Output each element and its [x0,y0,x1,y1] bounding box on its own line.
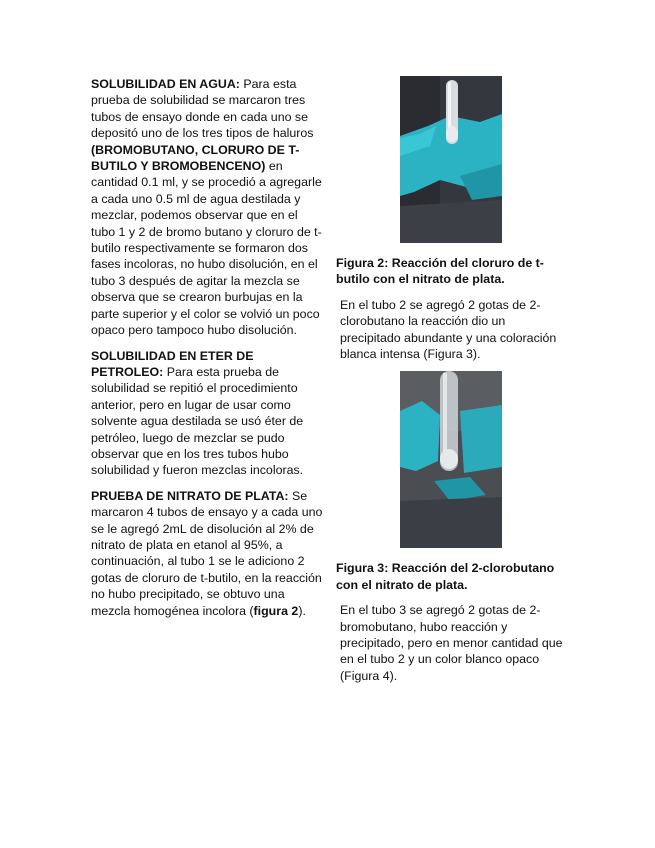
text-segment: ). [298,603,306,618]
heading-silver-nitrate: PRUEBA DE NITRATO DE PLATA: [91,488,289,503]
figure-3-caption: Figura 3: Reacción del 2-clorobutano con el nitrato de plata. [336,561,555,592]
gloved-hand-test-tube-illustration [400,76,502,243]
figure-2-caption: Figura 2: Reacción del cloruro de t-butilo con el nitrato de plata. [336,256,544,287]
text-segment: Para esta prueba de solubilidad se repitió el procedimiento anterior, pero en lugar de usar como solvente agua destilada se usó éter de petróleo, luego de mezclar se pudo observar que en los tres tubos hubo solubilidad y fueron mezclas incoloras. [91,364,304,478]
gloved-hand-test-tube-illustration [400,371,502,548]
paragraph-ether-solubility [91,348,325,479]
text-segment: Para esta prueba de solubilidad se marcaron tres tubos de ensayo donde en cada uno se depositó uno de los tres tipos de haluros [91,77,314,141]
halide-list: (BROMOBUTANO, CLORURO DE T-BUTILO Y BROMOBENCENO) [91,142,300,174]
figure-reference: figura 2 [253,603,299,618]
paragraph-tube-3: En el tubo 3 se agregó 2 gotas de 2-bromobutano, hubo reacción y precipitado, pero en menor cantidad que en el tubo 2 y un color blanco opaco (Figura 4). [340,603,563,683]
text-segment: en cantidad 0.1 ml, y se procedió a agregarle a cada uno 0.5 ml de agua destilada y mezclar, podemos observar que en el tubo 1 y 2 de bromo butano y cloruro de t-butilo respectivamente se formaron dos fases incoloras, no hubo disolución, en el tubo 3 después de agitar la mezcla se observa que se crearon burbujas en la parte superior y el color se volvió un poco opaco pero tampoco hubo disolución. [91,159,322,338]
heading-ether-solubility: SOLUBILIDAD EN ETER DE PETROLEO: [91,348,254,379]
left-column [91,76,325,628]
heading-water-solubility: SOLUBILIDAD EN AGUA: [91,77,240,91]
figure-2-photo [400,76,502,243]
right-column [336,76,568,693]
paragraph-tube-2: En el tubo 2 se agregó 2 gotas de 2-clorobutano la reacción dio un precipitado abundante y una coloración blanca intensa (Figura 3). [340,297,557,362]
text-segment: Se marcaron 4 tubos de ensayo y a cada uno se le agregó 2mL de disolución al 2% de nitrato de plata en etanol al 95%, a continuación, al tubo 1 se le adiciono 2 gotas de cloruro de t-butilo, en la reacción no hubo precipitado, se obtuvo una mezcla homogénea incolora ( [91,488,323,618]
figure-3-photo [400,371,502,548]
paragraph-water-solubility [91,76,325,339]
paragraph-silver-nitrate [91,488,325,619]
